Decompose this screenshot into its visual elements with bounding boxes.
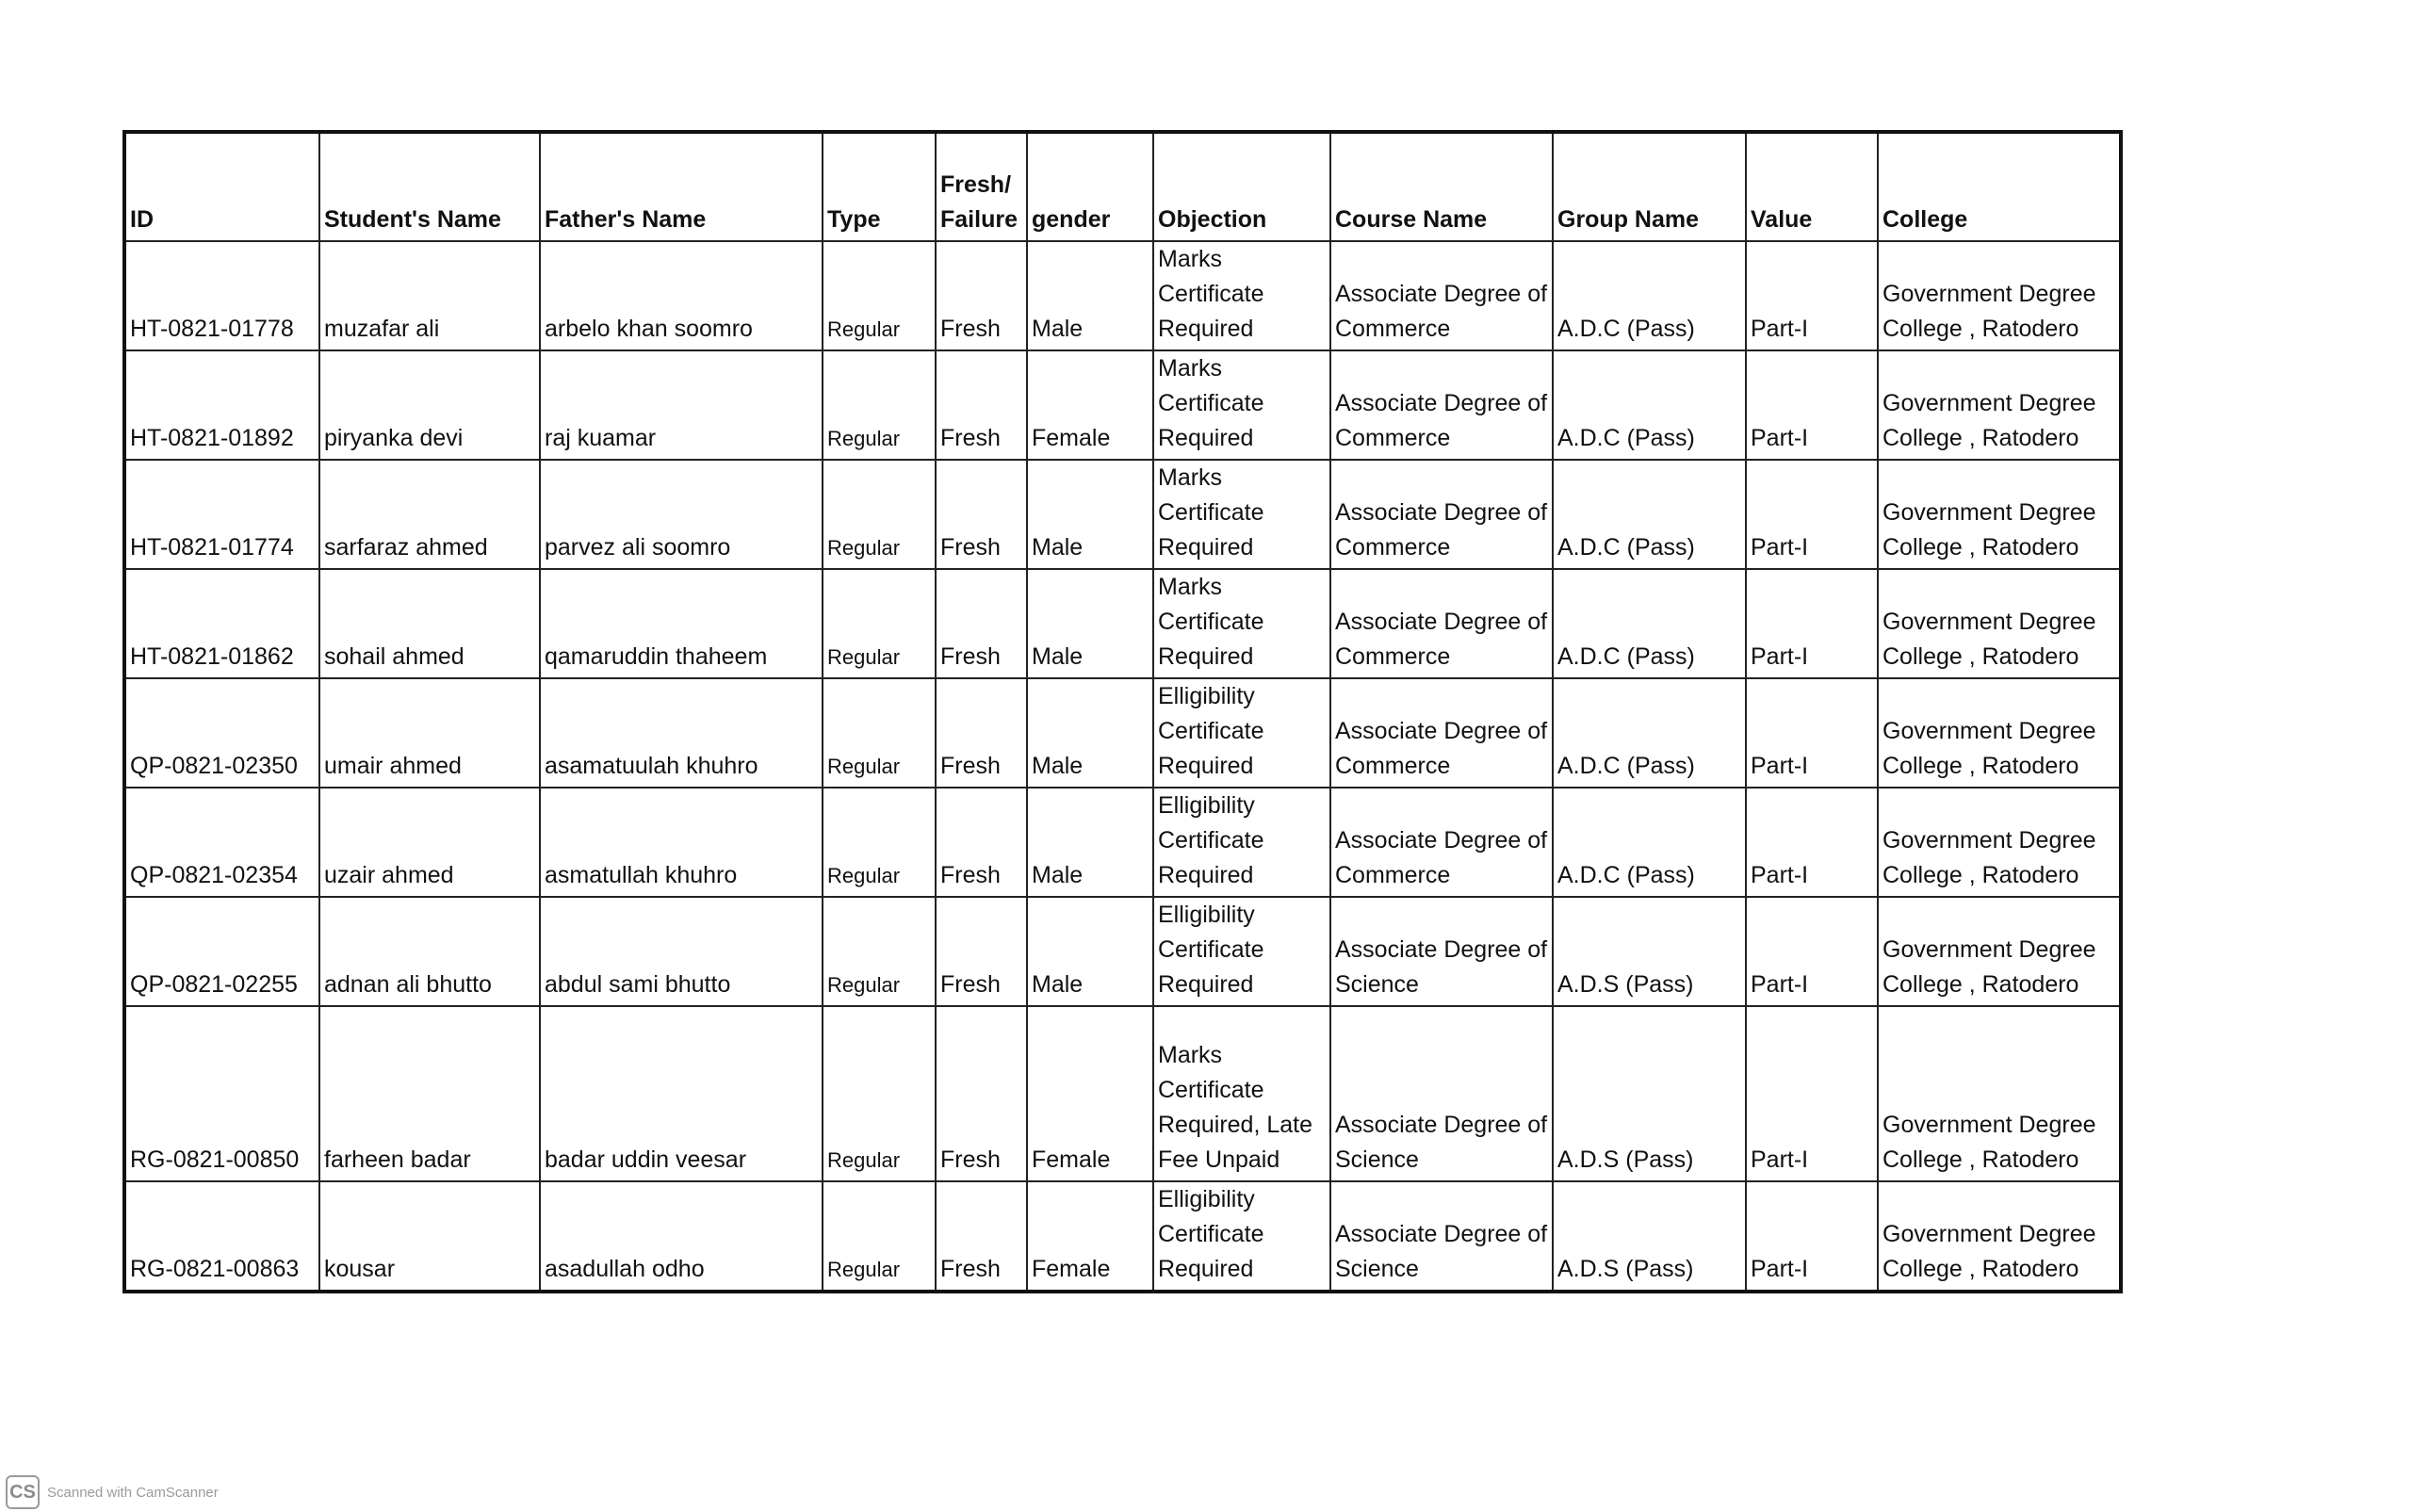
cell-group-name: A.D.C (Pass) [1553,241,1746,350]
cell-gender: Male [1027,569,1153,678]
cell-value: Part-I [1746,1181,1878,1292]
cell-gender: Male [1027,241,1153,350]
cell-gender: Male [1027,788,1153,897]
cell-value: Part-I [1746,569,1878,678]
cell-fresh-failure: Fresh [936,241,1027,350]
table-row [124,241,2121,350]
cell-fresh-failure: Fresh [936,788,1027,897]
column-header-value: Value [1746,132,1878,241]
cell-id: RG-0821-00850 [124,1006,319,1181]
cell-value: Part-I [1746,788,1878,897]
cell-course-name: Associate Degree of Science [1330,1181,1553,1292]
cell-college: Government Degree College , Ratodero [1878,569,2121,678]
cell-type: Regular [823,460,936,569]
column-header-fresh-failure: Fresh/ Failure [936,132,1027,241]
cell-group-name: A.D.S (Pass) [1553,1006,1746,1181]
objection-list-table [122,130,2123,1293]
cell-objection: Marks Certificate Required [1153,569,1330,678]
cell-id: HT-0821-01862 [124,569,319,678]
cell-father-name: arbelo khan soomro [540,241,823,350]
table-row [124,1006,2121,1181]
cell-id: QP-0821-02350 [124,678,319,788]
cell-value: Part-I [1746,1006,1878,1181]
cell-objection: Elligibility Certificate Required [1153,897,1330,1006]
cell-college: Government Degree College , Ratodero [1878,350,2121,460]
cell-course-name: Associate Degree of Science [1330,1006,1553,1181]
cell-father-name: badar uddin veesar [540,1006,823,1181]
cell-objection: Marks Certificate Required [1153,460,1330,569]
cell-student-name: sohail ahmed [319,569,540,678]
cell-id: HT-0821-01778 [124,241,319,350]
cell-group-name: A.D.C (Pass) [1553,678,1746,788]
cell-father-name: parvez ali soomro [540,460,823,569]
cell-id: QP-0821-02354 [124,788,319,897]
cell-type: Regular [823,569,936,678]
cell-fresh-failure: Fresh [936,350,1027,460]
cell-fresh-failure: Fresh [936,569,1027,678]
cell-course-name: Associate Degree of Commerce [1330,788,1553,897]
cell-type: Regular [823,897,936,1006]
cell-student-name: piryanka devi [319,350,540,460]
cell-college: Government Degree College , Ratodero [1878,460,2121,569]
cell-fresh-failure: Fresh [936,1181,1027,1292]
cell-course-name: Associate Degree of Commerce [1330,460,1553,569]
cell-student-name: kousar [319,1181,540,1292]
cell-father-name: qamaruddin thaheem [540,569,823,678]
cell-group-name: A.D.C (Pass) [1553,350,1746,460]
header-row [124,132,2121,241]
cell-objection: Marks Certificate Required [1153,350,1330,460]
cell-group-name: A.D.C (Pass) [1553,788,1746,897]
column-header-objection: Objection [1153,132,1330,241]
table-row [124,678,2121,788]
cell-type: Regular [823,678,936,788]
cell-father-name: raj kuamar [540,350,823,460]
column-header-id: ID [124,132,319,241]
cell-student-name: umair ahmed [319,678,540,788]
cell-college: Government Degree College , Ratodero [1878,678,2121,788]
cell-type: Regular [823,788,936,897]
cell-gender: Male [1027,897,1153,1006]
cell-objection: Elligibility Certificate Required [1153,678,1330,788]
cell-type: Regular [823,241,936,350]
table-row [124,350,2121,460]
cell-value: Part-I [1746,241,1878,350]
cell-value: Part-I [1746,678,1878,788]
cell-fresh-failure: Fresh [936,460,1027,569]
cell-gender: Male [1027,678,1153,788]
cell-group-name: A.D.S (Pass) [1553,1181,1746,1292]
cell-id: QP-0821-02255 [124,897,319,1006]
column-header-student-name: Student's Name [319,132,540,241]
cell-father-name: abdul sami bhutto [540,897,823,1006]
cell-group-name: A.D.S (Pass) [1553,897,1746,1006]
cell-course-name: Associate Degree of Science [1330,897,1553,1006]
table-row [124,460,2121,569]
cell-id: RG-0821-00863 [124,1181,319,1292]
cell-type: Regular [823,350,936,460]
cell-student-name: uzair ahmed [319,788,540,897]
cell-student-name: sarfaraz ahmed [319,460,540,569]
cell-student-name: adnan ali bhutto [319,897,540,1006]
table-row [124,1181,2121,1292]
watermark-text: Scanned with CamScanner [47,1484,219,1501]
cell-course-name: Associate Degree of Commerce [1330,569,1553,678]
cell-course-name: Associate Degree of Commerce [1330,241,1553,350]
column-header-gender: gender [1027,132,1153,241]
cell-objection: Elligibility Certificate Required [1153,1181,1330,1292]
cell-college: Government Degree College , Ratodero [1878,897,2121,1006]
cell-gender: Female [1027,1181,1153,1292]
cell-father-name: asadullah odho [540,1181,823,1292]
cell-course-name: Associate Degree of Commerce [1330,350,1553,460]
cell-fresh-failure: Fresh [936,1006,1027,1181]
cell-fresh-failure: Fresh [936,678,1027,788]
column-header-course-name: Course Name [1330,132,1553,241]
table-row [124,788,2121,897]
cell-group-name: A.D.C (Pass) [1553,460,1746,569]
cell-gender: Female [1027,1006,1153,1181]
cell-student-name: farheen badar [319,1006,540,1181]
cell-value: Part-I [1746,897,1878,1006]
cell-father-name: asmatullah khuhro [540,788,823,897]
cell-group-name: A.D.C (Pass) [1553,569,1746,678]
cell-type: Regular [823,1006,936,1181]
cell-id: HT-0821-01774 [124,460,319,569]
cell-college: Government Degree College , Ratodero [1878,1181,2121,1292]
column-header-college: College [1878,132,2121,241]
column-header-father-name: Father's Name [540,132,823,241]
cell-id: HT-0821-01892 [124,350,319,460]
cell-value: Part-I [1746,350,1878,460]
cell-gender: Female [1027,350,1153,460]
cell-college: Government Degree College , Ratodero [1878,1006,2121,1181]
cell-student-name: muzafar ali [319,241,540,350]
column-header-type: Type [823,132,936,241]
table-row [124,569,2121,678]
cell-objection: Marks Certificate Required [1153,241,1330,350]
cell-fresh-failure: Fresh [936,897,1027,1006]
cell-course-name: Associate Degree of Commerce [1330,678,1553,788]
cell-objection: Marks Certificate Required, Late Fee Unpaid [1153,1006,1330,1181]
cell-value: Part-I [1746,460,1878,569]
cell-father-name: asamatuulah khuhro [540,678,823,788]
table-body [124,241,2121,1292]
cell-objection: Elligibility Certificate Required [1153,788,1330,897]
camscanner-logo-icon: CS [6,1475,40,1509]
cell-gender: Male [1027,460,1153,569]
cell-type: Regular [823,1181,936,1292]
camscanner-watermark [6,1475,219,1509]
cell-college: Government Degree College , Ratodero [1878,788,2121,897]
column-header-group-name: Group Name [1553,132,1746,241]
cell-college: Government Degree College , Ratodero [1878,241,2121,350]
table-row [124,897,2121,1006]
